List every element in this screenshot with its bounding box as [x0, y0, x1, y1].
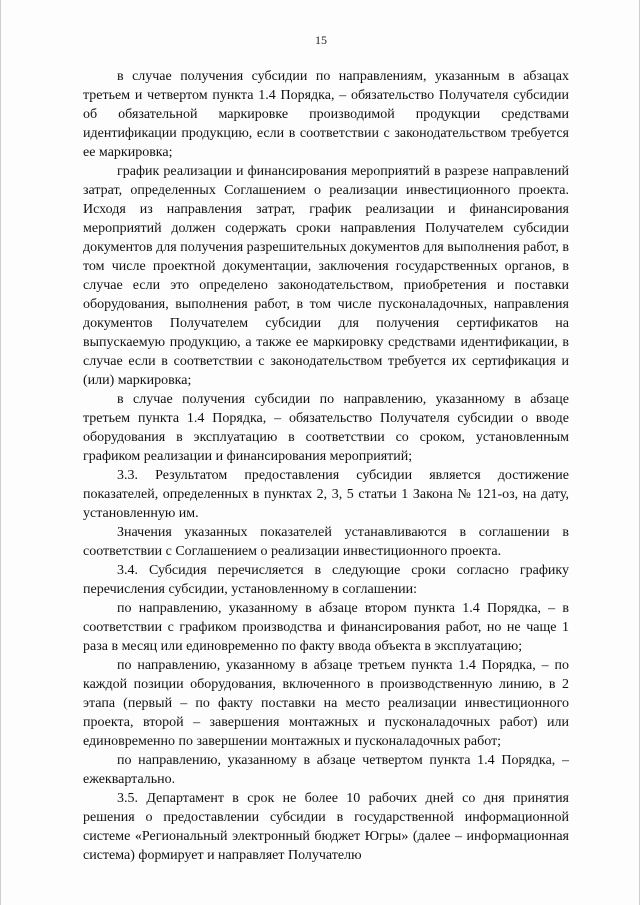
document-body	[83, 67, 569, 865]
paragraph-direction-fourth: по направлению, указанному в абзаце четвертом пункта 1.4 Порядка, – ежеквартально.	[83, 753, 569, 787]
page-number: 15	[315, 33, 327, 47]
paragraph-3-3-result: 3.3. Результатом предоставления субсидии является достижение показателей, определенных в пунктах 2, 3, 5 статьи 1 Закона № 121-оз, на дату, установленную им.	[83, 468, 569, 521]
paragraph-schedule: график реализации и финансирования мероприятий в разрезе направлений затрат, определенных Соглашением о реализации инвестиционного проекта. Исходя из направления затрат, график реализации и финансирования мероприятий должен содержать сроки направления Получателем субсидии документов для получения разрешительных документов для выполнения работ, в том числе проектной документации, заключения государственных органов, в случае если это определено законодательством, приобретения и поставки оборудования, выполнения работ, в том числе пусконаладочных, направления документов Получателем субсидии для получения сертификатов на выпускаемую продукцию, а также ее маркировку средствами идентификации, в случае если в соответствии с законодательством требуется их сертификация и (или) маркировка;	[83, 164, 569, 388]
paragraph-3-5-department: 3.5. Департамент в срок не более 10 рабочих дней со дня принятия решения о предоставлении субсидии в государственной информационной системе «Региональный электронный бюджет Югры» (далее – информационная система) формирует и направляет Получателю	[83, 791, 569, 863]
paragraph-direction-second: по направлению, указанному в абзаце втором пункта 1.4 Порядка, – в соответствии с графиком производства и финансирования работ, но не чаще 1 раза в месяц или единовременно по факту ввода объекта в эксплуатацию;	[83, 601, 569, 654]
paragraph-indicator-values: Значения указанных показателей устанавливаются в соглашении в соответствии с Соглашением о реализации инвестиционного проекта.	[83, 525, 569, 559]
paragraph-equipment-commissioning: в случае получения субсидии по направлению, указанному в абзаце третьем пункта 1.4 Порядка, – обязательство Получателя субсидии о вводе оборудования в эксплуатацию в соответствии со сроком, установленным графиком реализации и финансирования мероприятий;	[83, 392, 569, 464]
paragraph-direction-third: по направлению, указанному в абзаце третьем пункта 1.4 Порядка, – по каждой позиции оборудования, включенного в производственную линию, в 2 этапа (первый – по факту поставки на место реализации инвестиционного проекта, второй – завершения монтажных и пусконаладочных работ) или единовременно по завершении монтажных и пусконаладочных работ;	[83, 658, 569, 749]
paragraph-marking-obligation: в случае получения субсидии по направлениям, указанным в абзацах третьем и четвертом пункта 1.4 Порядка, – обязательство Получателя субсидии об обязательной маркировке производимой продукции средствами идентификации продукцию, если в соответствии с законодательством требуется ее маркировка;	[83, 69, 569, 160]
paragraph-3-4-transfer: 3.4. Субсидия перечисляется в следующие сроки согласно графику перечисления субсидии, установленному в соглашении:	[83, 563, 569, 597]
